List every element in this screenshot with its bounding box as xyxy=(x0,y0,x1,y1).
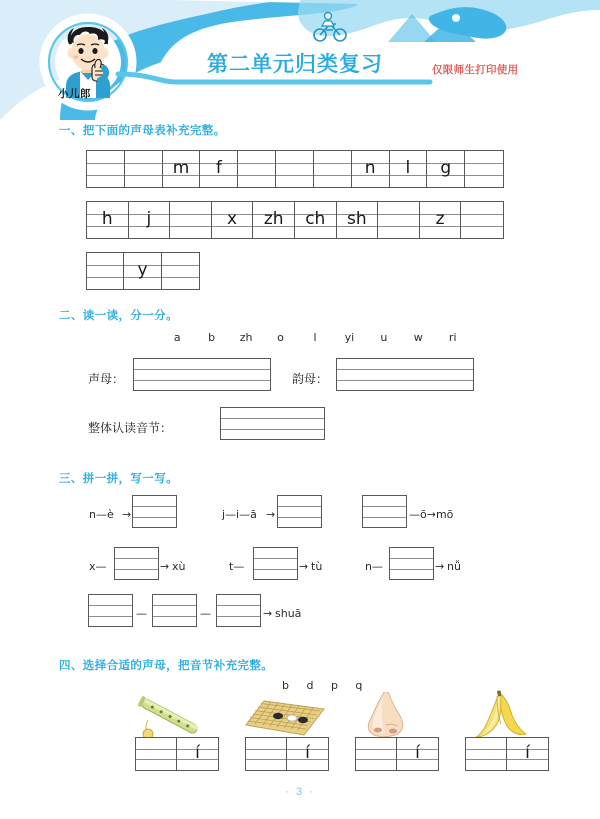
page-header xyxy=(0,0,600,118)
pinyin-answer-cell[interactable] xyxy=(287,738,328,770)
formula-2-answer-box[interactable] xyxy=(277,495,322,528)
shengmu-cell-letter: n xyxy=(364,157,376,178)
formula-7-result: shuā xyxy=(275,607,302,620)
formula-7-sep-1: — xyxy=(136,607,147,620)
picture-3-answer-box[interactable] xyxy=(355,737,439,771)
zhengti-label: 整体认读音节： xyxy=(88,421,173,435)
formula-7-box-1[interactable] xyxy=(88,594,133,627)
shengmu-cell[interactable] xyxy=(162,253,199,289)
shengmu-cell[interactable] xyxy=(352,151,390,187)
picture-4-answer-box[interactable] xyxy=(465,737,549,771)
shengmu-cell[interactable] xyxy=(378,202,420,238)
formula-2-arrow: → xyxy=(266,508,276,521)
formula-7-sep-2: — xyxy=(200,607,211,620)
picture-2-answer-box[interactable] xyxy=(245,737,329,771)
shengmu-cell-letter: sh xyxy=(347,208,367,229)
shengmu-cell[interactable] xyxy=(212,202,254,238)
formula-1-answer-box[interactable] xyxy=(132,495,177,528)
shengmu-cell-letter: j xyxy=(146,208,152,229)
shengmu-table-row-1[interactable] xyxy=(86,150,504,188)
pinyin-letter: b xyxy=(208,331,216,344)
pinyin-answer-cell[interactable] xyxy=(136,738,177,770)
pinyin-letters-list xyxy=(160,331,470,344)
shengmu-cell-letter: m xyxy=(172,157,190,178)
shengmu-cell[interactable] xyxy=(427,151,465,187)
shengmu-cell[interactable] xyxy=(200,151,238,187)
formula-5-after: tù xyxy=(311,560,323,573)
formula-5-answer-box[interactable] xyxy=(253,547,298,580)
pinyin-answer-cell[interactable] xyxy=(466,738,507,770)
shengmu-cell[interactable] xyxy=(125,151,163,187)
picture-1-answer-box[interactable] xyxy=(135,737,219,771)
shengmu-cell-letter: h xyxy=(101,208,113,229)
formula-3-after: —ō→mō xyxy=(409,508,454,521)
shengmu-cell[interactable] xyxy=(314,151,352,187)
formula-7-box-3[interactable] xyxy=(216,594,261,627)
shengmu-cell[interactable] xyxy=(465,151,503,187)
pinyin-letter: u xyxy=(380,331,388,344)
formula-4-before: x— xyxy=(89,560,107,573)
nose-icon xyxy=(355,692,415,740)
shengmu-cell[interactable] xyxy=(129,202,171,238)
section-4-heading: 四、选择合适的声母，把音节补充完整。 xyxy=(59,660,274,672)
shengmu-cell[interactable] xyxy=(337,202,379,238)
formula-5-before: t— xyxy=(229,560,245,573)
formula-6-after: nǚ xyxy=(447,560,461,573)
pinyin-answer-cell[interactable] xyxy=(356,738,397,770)
formula-4-after: xù xyxy=(172,560,186,573)
shengmu-cell[interactable] xyxy=(163,151,201,187)
section-1-heading: 一、把下面的声母表补充完整。 xyxy=(59,125,226,137)
pinyin-letter: yi xyxy=(344,331,355,344)
shengmu-cell[interactable] xyxy=(390,151,428,187)
shengmu-cell[interactable] xyxy=(295,202,337,238)
bamboo-flute-icon xyxy=(128,692,208,740)
pinyin-answer-letter: í xyxy=(525,742,530,763)
shengmu-cell[interactable] xyxy=(276,151,314,187)
formula-1-arrow: → xyxy=(122,508,132,521)
formula-4-answer-box[interactable] xyxy=(114,547,159,580)
shengmu-cell-letter: z xyxy=(435,208,445,229)
shengmu-table-row-3[interactable] xyxy=(86,252,200,290)
shengmu-cell[interactable] xyxy=(87,253,124,289)
formula-2-before: j—i—ā xyxy=(222,508,257,521)
zhengti-answer-box[interactable] xyxy=(220,407,325,440)
print-restriction-note: 仅限师生打印使用 xyxy=(432,64,519,76)
shengmu-cell-letter: f xyxy=(215,157,222,178)
section-3-heading: 三、拼一拼，写一写。 xyxy=(59,473,178,485)
yunmu-answer-box[interactable] xyxy=(336,358,474,391)
shengmu-cell[interactable] xyxy=(124,253,161,289)
shengmu-cell[interactable] xyxy=(87,151,125,187)
page-title: 第二单元归类复习 xyxy=(207,53,383,76)
formula-3-answer-box[interactable] xyxy=(362,495,407,528)
shengmu-cell[interactable] xyxy=(461,202,503,238)
shengmu-cell-letter: zh xyxy=(263,208,284,229)
shengmu-cell[interactable] xyxy=(420,202,462,238)
pinyin-answer-cell[interactable] xyxy=(246,738,287,770)
formula-4-arrow: → xyxy=(160,560,170,573)
shengmu-cell[interactable] xyxy=(170,202,212,238)
pinyin-answer-letter: í xyxy=(195,742,200,763)
formula-6-before: n— xyxy=(365,560,383,573)
pinyin-answer-cell[interactable] xyxy=(507,738,548,770)
page-number: · 3 · xyxy=(285,786,315,798)
shengmu-cell-letter: y xyxy=(137,259,148,280)
formula-7-arrow: → xyxy=(263,607,273,620)
formula-1-before: n—è xyxy=(89,508,114,521)
shengmu-cell-letter: ch xyxy=(305,208,326,229)
formula-6-arrow: → xyxy=(435,560,445,573)
pinyin-answer-cell[interactable] xyxy=(177,738,218,770)
shengmu-cell-letter: l xyxy=(405,157,411,178)
shengmu-cell[interactable] xyxy=(253,202,295,238)
shengmu-cell[interactable] xyxy=(87,202,129,238)
shengmu-label: 声母： xyxy=(88,372,125,386)
pinyin-letter: l xyxy=(313,331,317,344)
pinyin-letter: o xyxy=(277,331,284,344)
shengmu-answer-box[interactable] xyxy=(133,358,271,391)
formula-5-arrow: → xyxy=(299,560,309,573)
pinyin-letter: w xyxy=(413,331,423,344)
shengmu-choices: b d p q xyxy=(282,679,370,692)
formula-7-box-2[interactable] xyxy=(152,594,197,627)
shengmu-cell[interactable] xyxy=(238,151,276,187)
pinyin-letter: ri xyxy=(448,331,457,344)
go-board-icon xyxy=(242,695,328,740)
pinyin-answer-cell[interactable] xyxy=(397,738,438,770)
yunmu-label: 韵母： xyxy=(292,372,329,386)
shengmu-table-row-2[interactable] xyxy=(86,201,504,239)
brand-logo-text: 小儿郎 xyxy=(58,88,91,100)
shengmu-cell-letter: g xyxy=(440,157,452,178)
pinyin-answer-letter: í xyxy=(305,742,310,763)
pinyin-letter: zh xyxy=(239,331,253,344)
pinyin-answer-letter: í xyxy=(415,742,420,763)
pinyin-letter: a xyxy=(173,331,181,344)
section-2-heading: 二、读一读，分一分。 xyxy=(59,310,178,322)
formula-6-answer-box[interactable] xyxy=(389,547,434,580)
banana-peel-icon xyxy=(470,690,532,740)
shengmu-cell-letter: x xyxy=(227,208,238,229)
